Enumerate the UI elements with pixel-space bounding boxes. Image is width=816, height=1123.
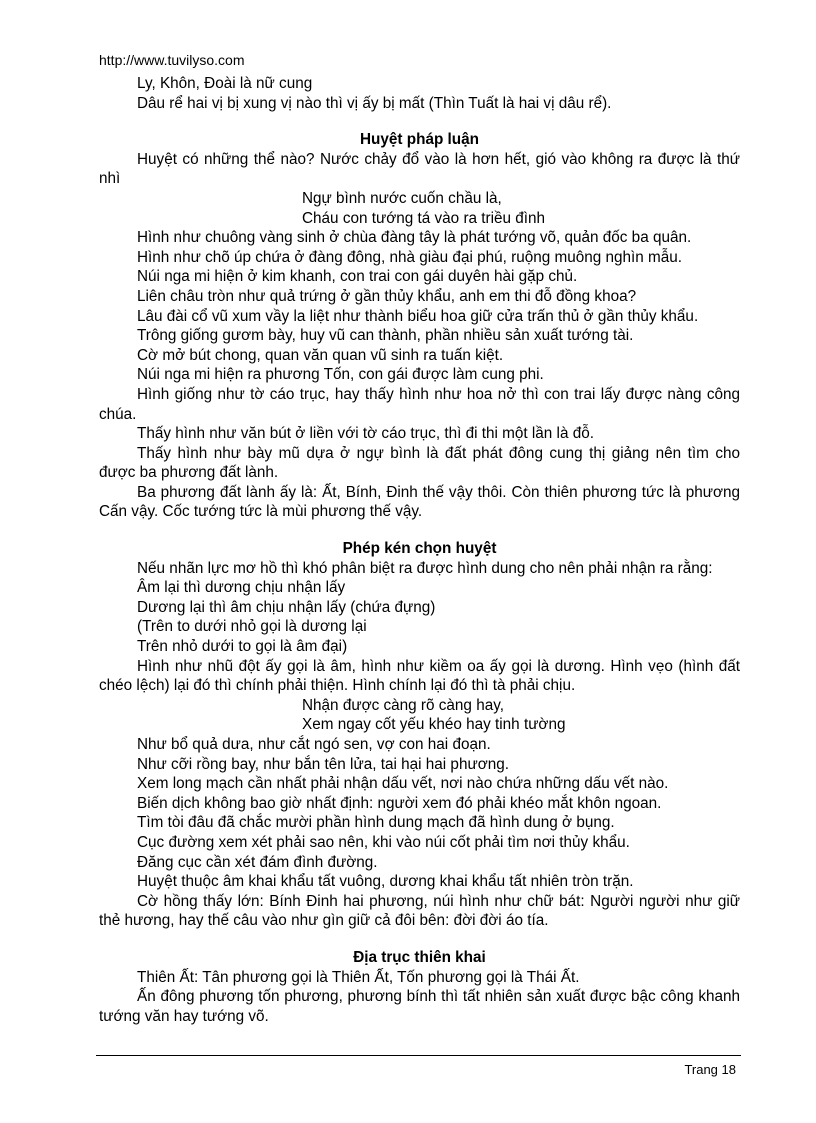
paragraph: Đăng cục cần xét đám đình đường. [137, 853, 378, 871]
text-line: (Trên to dưới nhỏ gọi là dương lại [137, 618, 367, 636]
paragraph: Núi nga mi hiện ở kim khanh, con trai con gái duyên hài gặp chủ. [137, 268, 578, 286]
paragraph: Trông giống gươm bày, huy vũ can thành, phần nhiều sản xuất tướng tài. [137, 327, 634, 345]
verse-line: Nhận được càng rõ càng hay, [302, 696, 504, 714]
section-heading: Địa trục thiên khai [353, 948, 486, 966]
paragraph: Cờ hồng thấy lớn: Bính Đinh hai phương, núi hình như chữ bát: Người người như giữ thẻ hương, hay thế câu vào như gìn giữ cả đôi bên: đời đời áo tía. [99, 892, 740, 930]
text-line: Dương lại thì âm chịu nhận lấy (chứa đựng) [137, 598, 436, 616]
text-line: Dâu rể hai vị bị xung vị nào thì vị ấy bị mất (Thìn Tuất là hai vị dâu rể). [137, 94, 612, 112]
text-line: Ly, Khôn, Đoài là nữ cung [137, 75, 313, 92]
paragraph: Ba phương đất lành ấy là: Ất, Bính, Đinh thế vậy thôi. Còn thiên phương tức là phương Cấn vậy. Cốc tướng tức là mùi phương thế vậy. [99, 483, 740, 521]
paragraph: Thiên Ất: Tân phương gọi là Thiên Ất, Tốn phương gọi là Thái Ất. [137, 968, 580, 986]
paragraph: Tìm tòi đâu đã chắc mười phần hình dung mạch đã hình dung ở bụng. [137, 814, 615, 832]
paragraph: Hình như chuông vàng sinh ở chùa đàng tây là phát tướng võ, quản đốc ba quân. [137, 229, 692, 247]
paragraph: Thấy hình như văn bút ở liền với tờ cáo trục, thì đi thi một lần là đỗ. [137, 425, 594, 443]
paragraph: Hình giống như tờ cáo trục, hay thấy hình như hoa nở thì con trai lấy được nàng công chúa. [99, 385, 740, 423]
paragraph: Ấn đông phương tốn phương, phương bính thì tất nhiên sản xuất được bậc công khanh tướng văn hay tướng võ. [99, 988, 740, 1025]
paragraph: Liên châu tròn như quả trứng ở gần thủy khẩu, anh em thi đỗ đồng khoa? [137, 287, 637, 305]
paragraph: Cờ mở bút chong, quan văn quan vũ sinh ra tuấn kiệt. [137, 346, 504, 364]
document-body [99, 74, 740, 1026]
paragraph: Như bổ quả dưa, như cắt ngó sen, vợ con hai đoạn. [137, 736, 491, 753]
section-heading: Huyệt pháp luận [360, 131, 479, 149]
text-line: Âm lại thì dương chịu nhận lấy [137, 579, 346, 597]
footer-divider [96, 1055, 741, 1056]
verse-line: Cháu con tướng tá vào ra triều đình [302, 209, 546, 227]
page-number: Trang 18 [684, 1062, 736, 1077]
header-url[interactable]: http://www.tuvilyso.com [99, 52, 245, 68]
paragraph: Hình như nhũ đột ấy gọi là âm, hình như kiềm oa ấy gọi là dương. Hình vẹo (hình đất chéo lệch) lại đó thì chính phải thiện. Hình chính lại đó thì tà phải chịu. [99, 657, 740, 695]
paragraph: Biến dịch không bao giờ nhất định: người xem đó phải khéo mắt khôn ngoan. [137, 794, 662, 812]
section-heading: Phép kén chọn huyệt [342, 540, 497, 558]
paragraph: Cục đường xem xét phải sao nên, khi vào núi cốt phải tìm nơi thủy khẩu. [137, 833, 630, 851]
paragraph: Nếu nhãn lực mơ hồ thì khó phân biệt ra được hình dung cho nên phải nhận ra rằng: [137, 559, 713, 577]
verse-line: Xem ngay cốt yếu khéo hay tinh tường [302, 716, 566, 734]
text-line: Trên nhỏ dưới to gọi là âm đại) [137, 638, 348, 656]
paragraph: Hình như chõ úp chứa ở đàng đông, nhà giàu đại phú, ruộng muông nghìn mẫu. [137, 248, 683, 266]
paragraph: Xem long mạch cần nhất phải nhận dấu vết, nơi nào chứa những dấu vết nào. [137, 775, 669, 793]
paragraph: Lâu đài cổ vũ xum vầy la liệt như thành biểu hoa giữ cửa trấn thủ ở gần thủy khẩu. [137, 307, 699, 325]
paragraph: Huyệt thuộc âm khai khẩu tất vuông, dương khai khẩu tất nhiên tròn trặn. [137, 873, 634, 891]
paragraph: Như cỡi rồng bay, như bắn tên lửa, tai hại hai phương. [137, 755, 509, 773]
paragraph: Huyệt có những thể nào? Nước chảy đổ vào là hơn hết, gió vào không ra được là thứ nhì [99, 150, 740, 188]
paragraph: Núi nga mi hiện ra phương Tốn, con gái được làm cung phi. [137, 366, 544, 384]
paragraph: Thấy hình như bày mũ dựa ở ngự bình là đất phát đông cung thị giảng nên tìm cho được ba phương đất lành. [99, 444, 740, 482]
verse-line: Ngự bình nước cuốn chầu là, [302, 189, 502, 207]
